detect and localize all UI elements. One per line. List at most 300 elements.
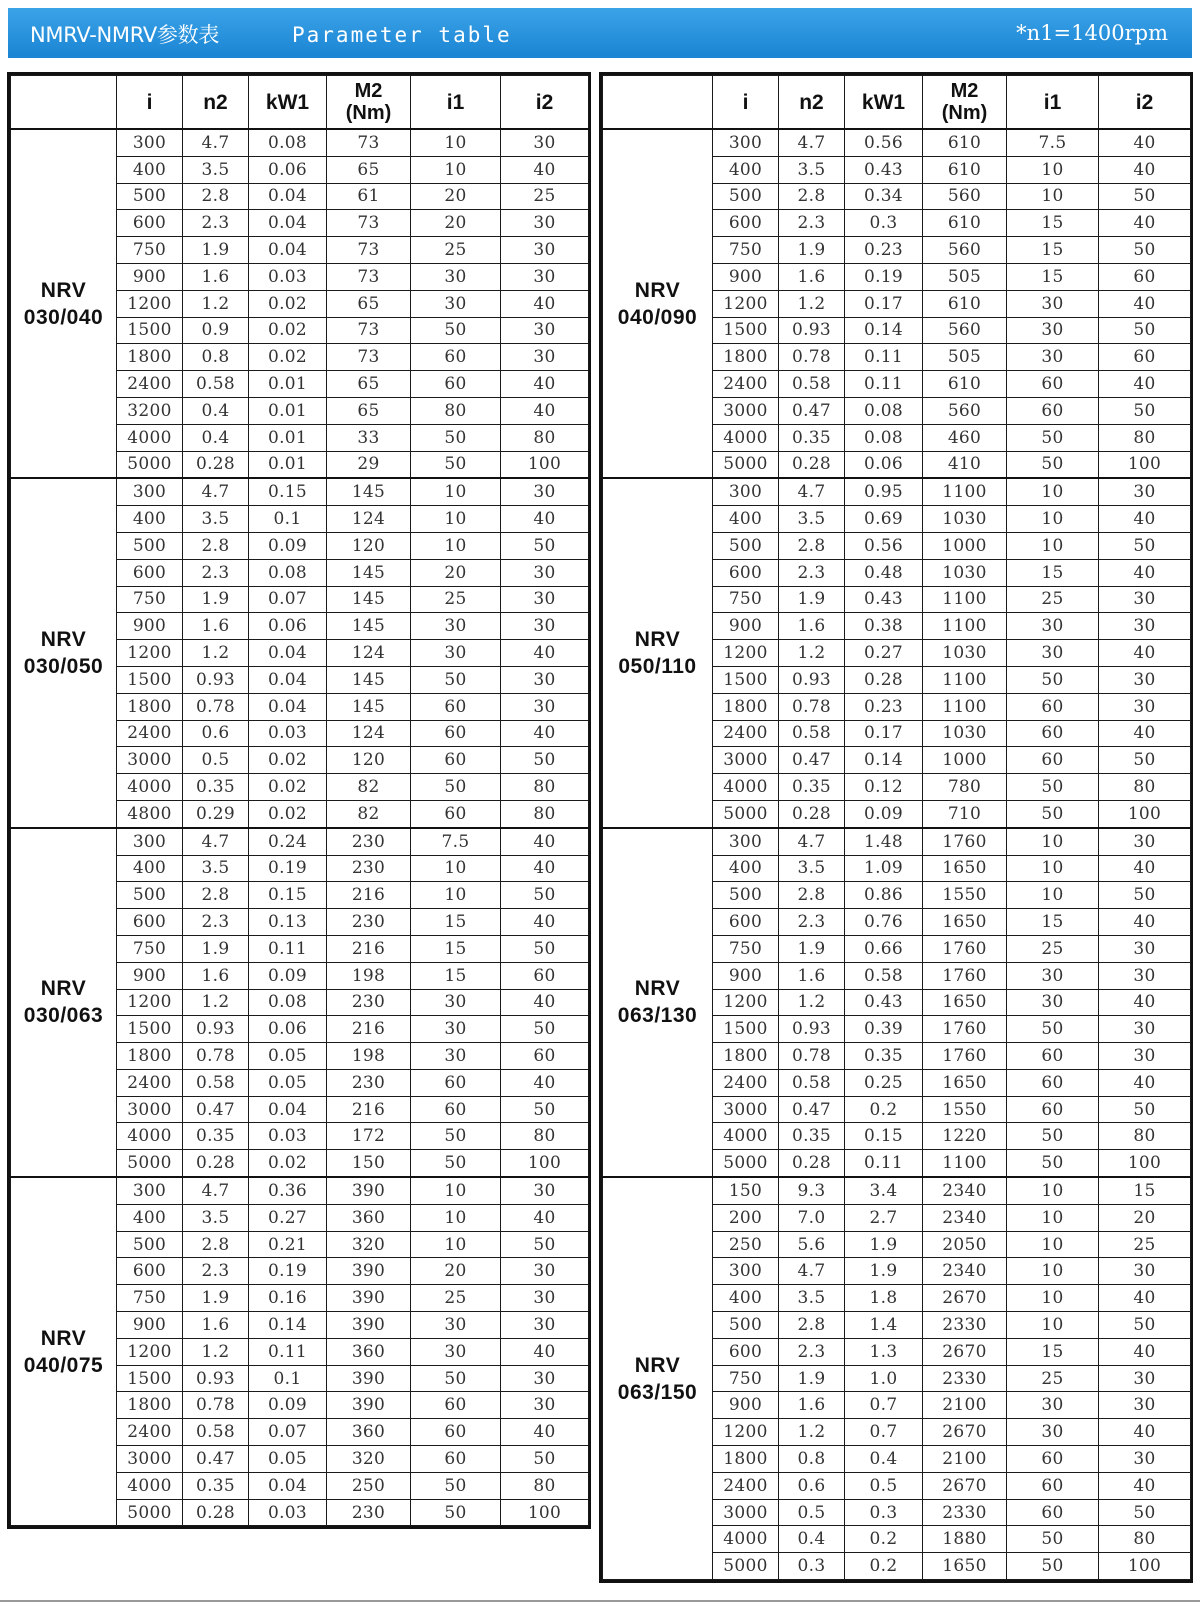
cell-i: 750: [117, 237, 183, 264]
cell-i2: 80: [1099, 1123, 1191, 1150]
cell-i2: 100: [1099, 1553, 1191, 1580]
cell-n2: 1.6: [779, 613, 845, 640]
cell-i: 600: [713, 909, 779, 936]
cell-i2: 40: [1099, 1069, 1191, 1096]
cell-i2: 60: [1099, 263, 1191, 290]
header-kw1: kW1: [845, 76, 923, 130]
cell-i1: 15: [1007, 237, 1099, 264]
cell-i1: 10: [1007, 478, 1099, 505]
cell-i2: 50: [1099, 183, 1191, 210]
cell-kw1: 0.04: [249, 1096, 327, 1123]
model-size: 030/040: [23, 305, 104, 329]
cell-i1: 30: [1007, 989, 1099, 1016]
cell-kw1: 0.21: [249, 1231, 327, 1258]
cell-i1: 15: [1007, 210, 1099, 237]
cell-m2: 505: [923, 344, 1007, 371]
cell-i1: 10: [411, 855, 501, 882]
header-n2: n2: [183, 76, 249, 130]
cell-kw1: 0.07: [249, 1419, 327, 1446]
cell-kw1: 0.25: [845, 1069, 923, 1096]
cell-kw1: 0.06: [249, 156, 327, 183]
cell-i1: 10: [1007, 1231, 1099, 1258]
cell-i1: 30: [411, 1338, 501, 1365]
cell-i1: 25: [411, 237, 501, 264]
cell-kw1: 0.04: [249, 237, 327, 264]
cell-i1: 10: [1007, 855, 1099, 882]
cell-i: 200: [713, 1204, 779, 1231]
cell-i: 3000: [713, 1096, 779, 1123]
cell-i2: 30: [501, 1285, 589, 1312]
cell-kw1: 0.56: [845, 532, 923, 559]
cell-i1: 60: [1007, 397, 1099, 424]
cell-i2: 25: [1099, 1231, 1191, 1258]
cell-m2: 1760: [923, 828, 1007, 855]
cell-i2: 50: [501, 747, 589, 774]
cell-kw1: 0.12: [845, 774, 923, 801]
cell-kw1: 0.23: [845, 693, 923, 720]
cell-kw1: 0.04: [249, 1472, 327, 1499]
cell-i2: 50: [501, 1231, 589, 1258]
cell-m2: 505: [923, 263, 1007, 290]
cell-kw1: 0.01: [249, 371, 327, 398]
cell-m2: 560: [923, 317, 1007, 344]
cell-kw1: 0.01: [249, 424, 327, 451]
header-i1: i1: [1007, 76, 1099, 130]
cell-m2: 2100: [923, 1446, 1007, 1473]
cell-m2: 360: [327, 1204, 411, 1231]
table-row: [603, 1177, 1191, 1204]
cell-m2: 1100: [923, 478, 1007, 505]
cell-m2: 73: [327, 129, 411, 156]
header-i: i: [117, 76, 183, 130]
cell-m2: 390: [327, 1285, 411, 1312]
cell-i1: 10: [1007, 183, 1099, 210]
cell-i1: 50: [411, 317, 501, 344]
cell-kw1: 1.8: [845, 1285, 923, 1312]
cell-i: 500: [117, 1231, 183, 1258]
cell-i2: 50: [501, 1016, 589, 1043]
cell-i1: 30: [411, 1016, 501, 1043]
cell-i2: 30: [501, 1392, 589, 1419]
cell-i2: 40: [1099, 1338, 1191, 1365]
cell-i: 5000: [713, 800, 779, 827]
cell-i1: 20: [411, 559, 501, 586]
cell-m2: 1030: [923, 720, 1007, 747]
cell-i2: 30: [1099, 828, 1191, 855]
cell-kw1: 3.4: [845, 1177, 923, 1204]
cell-i2: 40: [501, 397, 589, 424]
cell-kw1: 0.7: [845, 1392, 923, 1419]
cell-m2: 1760: [923, 935, 1007, 962]
cell-kw1: 0.15: [249, 882, 327, 909]
cell-m2: 120: [327, 532, 411, 559]
cell-i1: 50: [1007, 451, 1099, 478]
cell-n2: 1.9: [779, 935, 845, 962]
cell-i: 900: [117, 1312, 183, 1339]
cell-i: 3000: [117, 1096, 183, 1123]
model-series: NRV: [40, 1326, 87, 1350]
cell-i2: 80: [501, 424, 589, 451]
cell-m2: 320: [327, 1231, 411, 1258]
cell-n2: 2.3: [183, 909, 249, 936]
cell-n2: 1.6: [779, 263, 845, 290]
cell-i: 1800: [713, 1043, 779, 1070]
cell-kw1: 0.02: [249, 747, 327, 774]
cell-i1: 15: [1007, 909, 1099, 936]
cell-i: 1500: [713, 317, 779, 344]
cell-kw1: 0.08: [845, 397, 923, 424]
cell-i2: 30: [1099, 693, 1191, 720]
cell-m2: 145: [327, 586, 411, 613]
cell-i1: 10: [411, 156, 501, 183]
cell-i2: 30: [501, 237, 589, 264]
cell-i1: 10: [1007, 828, 1099, 855]
cell-kw1: 0.17: [845, 720, 923, 747]
cell-i: 300: [713, 478, 779, 505]
cell-i2: 30: [501, 129, 589, 156]
cell-n2: 1.9: [779, 586, 845, 613]
cell-kw1: 0.02: [249, 290, 327, 317]
cell-i2: 30: [501, 1258, 589, 1285]
cell-i: 1800: [117, 1043, 183, 1070]
cell-kw1: 1.3: [845, 1338, 923, 1365]
cell-n2: 1.2: [183, 290, 249, 317]
cell-i1: 30: [1007, 290, 1099, 317]
cell-i2: 80: [501, 1123, 589, 1150]
cell-m2: 1030: [923, 559, 1007, 586]
cell-kw1: 0.03: [249, 720, 327, 747]
header-model: [11, 76, 117, 130]
cell-kw1: 0.43: [845, 989, 923, 1016]
cell-m2: 2330: [923, 1499, 1007, 1526]
cell-m2: 124: [327, 506, 411, 533]
cell-n2: 2.3: [779, 909, 845, 936]
cell-i1: 10: [411, 478, 501, 505]
cell-kw1: 0.02: [249, 317, 327, 344]
cell-kw1: 0.15: [249, 478, 327, 505]
cell-i: 1800: [117, 344, 183, 371]
cell-i1: 60: [411, 800, 501, 827]
cell-i: 3000: [117, 1446, 183, 1473]
cell-i: 4800: [117, 800, 183, 827]
cell-i1: 10: [1007, 156, 1099, 183]
cell-n2: 0.93: [183, 1365, 249, 1392]
cell-i1: 60: [1007, 1043, 1099, 1070]
cell-i1: 15: [411, 962, 501, 989]
cell-i: 2400: [117, 1419, 183, 1446]
cell-m2: 216: [327, 1096, 411, 1123]
cell-i: 1800: [713, 693, 779, 720]
cell-i1: 60: [1007, 1096, 1099, 1123]
cell-i: 400: [117, 506, 183, 533]
model-label: [603, 129, 713, 478]
cell-i: 2400: [713, 1069, 779, 1096]
cell-i1: 15: [1007, 263, 1099, 290]
cell-n2: 0.28: [183, 1499, 249, 1526]
cell-m2: 120: [327, 747, 411, 774]
cell-kw1: 0.14: [845, 747, 923, 774]
cell-kw1: 0.23: [845, 237, 923, 264]
cell-m2: 216: [327, 935, 411, 962]
cell-i1: 30: [1007, 640, 1099, 667]
cell-m2: 390: [327, 1392, 411, 1419]
cell-kw1: 0.05: [249, 1446, 327, 1473]
cell-kw1: 0.04: [249, 210, 327, 237]
cell-i1: 60: [1007, 1069, 1099, 1096]
cell-n2: 0.58: [779, 371, 845, 398]
cell-i2: 40: [501, 640, 589, 667]
cell-i2: 20: [1099, 1204, 1191, 1231]
cell-i2: 40: [1099, 1419, 1191, 1446]
cell-kw1: 0.1: [249, 506, 327, 533]
cell-n2: 0.35: [183, 1472, 249, 1499]
cell-i1: 7.5: [411, 828, 501, 855]
cell-n2: 0.35: [779, 774, 845, 801]
cell-i1: 50: [1007, 800, 1099, 827]
cell-n2: 2.8: [779, 1312, 845, 1339]
cell-i1: 50: [1007, 1526, 1099, 1553]
cell-i2: 40: [1099, 210, 1191, 237]
cell-i: 4000: [713, 1526, 779, 1553]
cell-i2: 100: [501, 451, 589, 478]
cell-i1: 50: [1007, 1123, 1099, 1150]
cell-i2: 40: [501, 506, 589, 533]
cell-i2: 80: [501, 800, 589, 827]
cell-i1: 30: [1007, 962, 1099, 989]
cell-i2: 30: [501, 344, 589, 371]
cell-i2: 30: [501, 263, 589, 290]
cell-m2: 1650: [923, 1069, 1007, 1096]
cell-i1: 15: [1007, 1338, 1099, 1365]
table-row: [11, 1177, 589, 1204]
model-label: [11, 478, 117, 827]
cell-i2: 30: [1099, 478, 1191, 505]
cell-i1: 10: [1007, 532, 1099, 559]
cell-kw1: 0.2: [845, 1096, 923, 1123]
cell-n2: 4.7: [779, 129, 845, 156]
cell-kw1: 0.05: [249, 1043, 327, 1070]
cell-kw1: 0.06: [845, 451, 923, 478]
cell-m2: 73: [327, 210, 411, 237]
cell-i: 4000: [117, 1123, 183, 1150]
right-parameter-table: [599, 72, 1193, 1583]
cell-n2: 3.5: [779, 506, 845, 533]
cell-n2: 4.7: [183, 828, 249, 855]
cell-i: 4000: [713, 774, 779, 801]
cell-m2: 1650: [923, 989, 1007, 1016]
cell-kw1: 1.09: [845, 855, 923, 882]
cell-i: 600: [713, 1338, 779, 1365]
cell-i: 2400: [713, 1472, 779, 1499]
cell-n2: 0.78: [779, 344, 845, 371]
model-series: NRV: [40, 278, 87, 302]
cell-kw1: 0.02: [249, 344, 327, 371]
cell-i2: 50: [1099, 882, 1191, 909]
cell-i2: 30: [501, 693, 589, 720]
cell-i1: 25: [1007, 1365, 1099, 1392]
cell-m2: 410: [923, 451, 1007, 478]
table-row: [603, 478, 1191, 505]
cell-i2: 40: [1099, 371, 1191, 398]
cell-i: 600: [713, 559, 779, 586]
cell-kw1: 0.09: [845, 800, 923, 827]
cell-n2: 1.9: [779, 237, 845, 264]
cell-m2: 560: [923, 183, 1007, 210]
model-series: NRV: [40, 628, 87, 652]
cell-i2: 30: [1099, 1365, 1191, 1392]
cell-i2: 30: [1099, 666, 1191, 693]
cell-m2: 390: [327, 1258, 411, 1285]
cell-n2: 0.28: [779, 1150, 845, 1177]
cell-n2: 9.3: [779, 1177, 845, 1204]
cell-i: 5000: [713, 451, 779, 478]
cell-m2: 145: [327, 666, 411, 693]
cell-n2: 0.4: [183, 397, 249, 424]
cell-i2: 50: [1099, 747, 1191, 774]
model-size: 063/150: [617, 1380, 698, 1404]
cell-n2: 2.8: [183, 532, 249, 559]
cell-i1: 50: [411, 774, 501, 801]
cell-m2: 1760: [923, 1016, 1007, 1043]
cell-n2: 0.58: [183, 371, 249, 398]
cell-m2: 460: [923, 424, 1007, 451]
cell-n2: 4.7: [779, 478, 845, 505]
bottom-rule: [0, 1600, 1200, 1602]
cell-m2: 145: [327, 613, 411, 640]
model-series: NRV: [634, 1353, 681, 1377]
cell-i2: 100: [1099, 800, 1191, 827]
cell-i2: 15: [1099, 1177, 1191, 1204]
header-i: i: [713, 76, 779, 130]
cell-m2: 610: [923, 156, 1007, 183]
cell-i: 750: [117, 1285, 183, 1312]
cell-n2: 4.7: [183, 478, 249, 505]
cell-i: 300: [117, 129, 183, 156]
cell-i1: 20: [411, 1258, 501, 1285]
cell-i1: 10: [411, 129, 501, 156]
cell-n2: 4.7: [779, 828, 845, 855]
cell-m2: 33: [327, 424, 411, 451]
cell-i1: 50: [1007, 424, 1099, 451]
table-row: [603, 129, 1191, 156]
cell-kw1: 0.07: [249, 586, 327, 613]
cell-kw1: 0.5: [845, 1472, 923, 1499]
cell-i: 1500: [117, 1016, 183, 1043]
cell-n2: 2.3: [183, 559, 249, 586]
cell-i: 300: [713, 129, 779, 156]
cell-i: 2400: [117, 720, 183, 747]
cell-i2: 60: [501, 962, 589, 989]
cell-n2: 0.58: [779, 1069, 845, 1096]
cell-i1: 60: [411, 720, 501, 747]
cell-n2: 0.47: [779, 397, 845, 424]
cell-n2: 4.7: [183, 1177, 249, 1204]
cell-i2: 30: [501, 613, 589, 640]
cell-i2: 30: [501, 1365, 589, 1392]
cell-i: 750: [117, 935, 183, 962]
cell-i1: 30: [1007, 1392, 1099, 1419]
cell-kw1: 0.48: [845, 559, 923, 586]
cell-m2: 2330: [923, 1312, 1007, 1339]
cell-kw1: 0.03: [249, 1123, 327, 1150]
cell-n2: 3.5: [779, 1285, 845, 1312]
cell-n2: 0.93: [183, 666, 249, 693]
cell-m2: 560: [923, 237, 1007, 264]
cell-n2: 1.2: [183, 1338, 249, 1365]
cell-i: 400: [713, 855, 779, 882]
cell-i1: 30: [1007, 344, 1099, 371]
cell-kw1: 0.05: [249, 1069, 327, 1096]
model-label: [11, 1177, 117, 1526]
cell-i: 2400: [117, 1069, 183, 1096]
cell-i: 400: [117, 156, 183, 183]
cell-i2: 30: [501, 586, 589, 613]
header-kw1: kW1: [249, 76, 327, 130]
cell-i2: 30: [501, 317, 589, 344]
cell-n2: 0.4: [183, 424, 249, 451]
cell-n2: 0.29: [183, 800, 249, 827]
cell-i: 600: [713, 210, 779, 237]
cell-n2: 1.6: [183, 613, 249, 640]
cell-kw1: 0.58: [845, 962, 923, 989]
cell-n2: 0.93: [779, 1016, 845, 1043]
cell-kw1: 0.14: [845, 317, 923, 344]
cell-i1: 60: [1007, 747, 1099, 774]
cell-i1: 50: [1007, 1553, 1099, 1580]
cell-n2: 1.9: [183, 237, 249, 264]
cell-i1: 10: [1007, 1177, 1099, 1204]
cell-kw1: 0.28: [845, 666, 923, 693]
title-bar: [8, 8, 1192, 58]
cell-i2: 40: [1099, 1285, 1191, 1312]
cell-i: 500: [117, 532, 183, 559]
cell-i: 1500: [713, 1016, 779, 1043]
cell-i: 300: [117, 828, 183, 855]
cell-m2: 198: [327, 962, 411, 989]
cell-m2: 360: [327, 1419, 411, 1446]
cell-m2: 1100: [923, 693, 1007, 720]
cell-m2: 1030: [923, 506, 1007, 533]
cell-i1: 30: [411, 640, 501, 667]
cell-i2: 30: [1099, 962, 1191, 989]
model-size: 050/110: [618, 655, 697, 679]
cell-i: 5000: [713, 1553, 779, 1580]
cell-m2: 390: [327, 1365, 411, 1392]
cell-n2: 2.3: [779, 210, 845, 237]
cell-m2: 1650: [923, 855, 1007, 882]
model-label: [11, 129, 117, 478]
cell-i: 1200: [117, 290, 183, 317]
cell-i: 400: [713, 156, 779, 183]
cell-i1: 25: [1007, 586, 1099, 613]
cell-i2: 30: [1099, 1392, 1191, 1419]
cell-kw1: 0.02: [249, 800, 327, 827]
cell-kw1: 0.02: [249, 1150, 327, 1177]
cell-i: 750: [713, 586, 779, 613]
cell-m2: 145: [327, 559, 411, 586]
cell-m2: 560: [923, 397, 1007, 424]
cell-i2: 30: [501, 1312, 589, 1339]
cell-i2: 40: [1099, 720, 1191, 747]
cell-i: 1200: [117, 640, 183, 667]
cell-i1: 25: [1007, 935, 1099, 962]
cell-m2: 65: [327, 290, 411, 317]
cell-i2: 30: [1099, 935, 1191, 962]
cell-n2: 3.5: [183, 855, 249, 882]
model-label: [603, 1177, 713, 1579]
cell-kw1: 0.13: [249, 909, 327, 936]
cell-i: 900: [117, 962, 183, 989]
